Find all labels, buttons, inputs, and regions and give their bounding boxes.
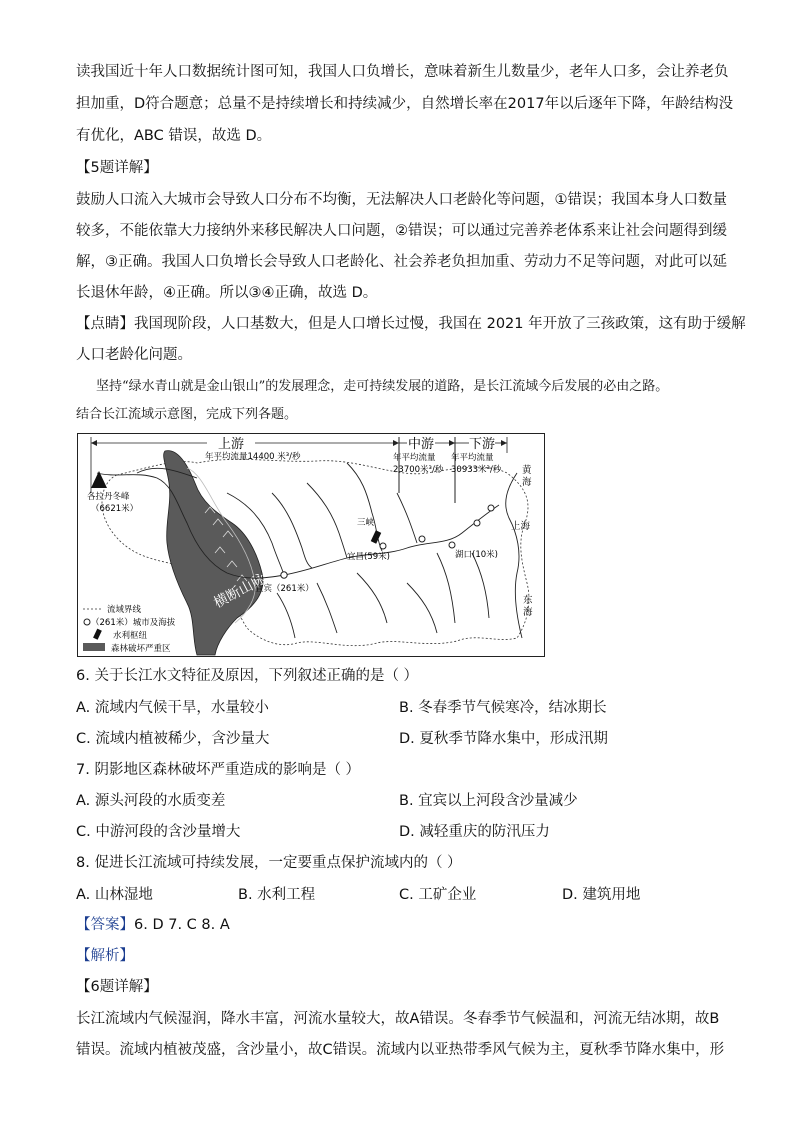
city-yichang [380, 543, 386, 549]
flow-lower-value: 30933米³/秒 [451, 465, 502, 475]
city-yibin [281, 572, 287, 578]
paragraph-line: 错误。流域内植被茂盛，含沙量小，故C错误。流域内以亚热带季风气候为主，夏秋季节降水集中，形 [76, 1042, 725, 1058]
q6-option-a[interactable]: A. 流域内气候干旱，水量较小 [76, 700, 269, 716]
analysis-label: 【解析】 [76, 948, 134, 964]
paragraph-line: 有优化，ABC 错误，故选 D。 [76, 128, 272, 144]
flow-upper-label: 年平均流量14400 米³/秒 [205, 452, 301, 462]
q8-option-c[interactable]: C. 工矿企业 [399, 887, 477, 903]
paragraph-line: 读我国近十年人口数据统计图可知，我国人口负增长，意味着新生儿数量少，老年人口多，会让养老负 [76, 64, 729, 80]
city-wuhan [419, 536, 425, 542]
east-sea-label-2: 海 [523, 607, 533, 618]
q7-option-a[interactable]: A. 源头河段的水质变差 [76, 793, 226, 809]
yellow-sea-label: 黄 [522, 465, 532, 476]
q8-option-d[interactable]: D. 建筑用地 [562, 887, 641, 903]
sanxia-label: 三峡 [357, 518, 375, 528]
section-heading-q5: 【5题详解】 [76, 160, 158, 176]
intro-line: 坚持“绿水青山就是金山银山”的发展理念，走可持续发展的道路，是长江流域今后发展的必由之路。 [96, 379, 669, 394]
question-8-stem: 8. 促进长江流域可持续发展，一定要重点保护流域内的（ ） [76, 855, 462, 871]
q8-option-a[interactable]: A. 山林湿地 [76, 887, 153, 903]
mountain-label: 横断山脉 [211, 571, 269, 612]
paragraph-line: 解，③正确。我国人口负增长会导致人口老龄化、社会养老负担加重、劳动力不足等问题，对此可以延 [76, 254, 727, 270]
answer-line [76, 915, 230, 935]
flow-lower-label: 年平均流量 [451, 453, 494, 463]
legend-dam: 水利枢纽 [113, 631, 148, 641]
city-nanjing [474, 520, 480, 526]
q7-option-d[interactable]: D. 减轻重庆的防汛压力 [399, 824, 550, 840]
legend-forest: 森林破坏严重区 [111, 644, 171, 654]
q7-option-b[interactable]: B. 宜宾以上河段含沙量减少 [399, 793, 578, 809]
tip-label: 【点睛】 [76, 316, 134, 332]
upper-reach-label: 上游 [217, 437, 245, 452]
east-sea-label: 东 [523, 595, 533, 606]
city-hukou-label: 湖口(10米) [455, 550, 498, 560]
legend-boundary: 流域界线 [107, 605, 142, 615]
city-hukou [449, 542, 455, 548]
city-shanghai-label: 上海 [511, 521, 531, 532]
paragraph-line: 鼓励人口流入大城市会导致人口分布不均衡，无法解决人口老龄化等问题，①错误；我国本身人口数量 [76, 192, 727, 208]
peak-name: 各拉丹冬峰 [87, 492, 130, 502]
q6-option-b[interactable]: B. 冬春季节气候寒冷，结冰期长 [399, 700, 607, 716]
middle-reach-label: 中游 [407, 437, 435, 452]
answer-value: 6. D 7. C 8. A [134, 917, 230, 933]
yellow-sea-label-2: 海 [522, 477, 532, 488]
q8-option-b[interactable]: B. 水利工程 [238, 887, 316, 903]
tip-line [76, 314, 746, 334]
q6-option-c[interactable]: C. 流域内植被稀少，含沙量大 [76, 731, 270, 747]
intro-line: 结合长江流域示意图，完成下列各题。 [76, 407, 298, 422]
paragraph-line: 较多，不能依靠大力接纳外来移民解决人口问题，②错误；可以通过完善养老体系来让社会问题得到缓 [76, 223, 727, 239]
question-6-stem: 6. 关于长江水文特征及原因，下列叙述正确的是（ ） [76, 668, 419, 684]
city-yibin-label: 宜宾（261米） [255, 584, 314, 594]
flow-middle-value: 23700米³/秒 [393, 465, 444, 475]
flow-middle-label: 年平均流量 [393, 453, 436, 463]
answer-label: 【答案】 [76, 917, 134, 933]
city-yichang-label: 宜昌(59米) [347, 552, 390, 562]
peak-altitude: （6621米） [91, 504, 139, 514]
lower-reach-label: 下游 [468, 437, 496, 452]
section-heading-q6: 【6题详解】 [76, 979, 158, 995]
yangtze-basin-map [77, 433, 545, 657]
legend-city: （261米）城市及海拔 [91, 618, 176, 628]
paragraph-line: 长江流域内气候湿润，降水丰富，河流水量较大，故A错误。冬春季节气候温和，河流无结冰期，故B [76, 1011, 720, 1027]
city-shanghai [488, 505, 494, 511]
tip-line-2: 人口老龄化问题。 [76, 347, 192, 363]
question-7-stem: 7. 阴影地区森林破坏严重造成的影响是（ ） [76, 762, 361, 778]
paragraph-line: 担加重，D符合题意；总量不是持续增长和持续减少，自然增长率在2017年以后逐年下降，年龄结构没 [76, 96, 734, 112]
tip-text: 我国现阶段，人口基数大，但是人口增长过慢，我国在 2021 年开放了三孩政策，这有助于缓解 [134, 316, 746, 332]
paragraph-line: 长退休年龄，④正确。所以③④正确，故选 D。 [76, 285, 378, 301]
q6-option-d[interactable]: D. 夏秋季节降水集中，形成汛期 [399, 731, 608, 747]
q7-option-c[interactable]: C. 中游河段的含沙量增大 [76, 824, 241, 840]
